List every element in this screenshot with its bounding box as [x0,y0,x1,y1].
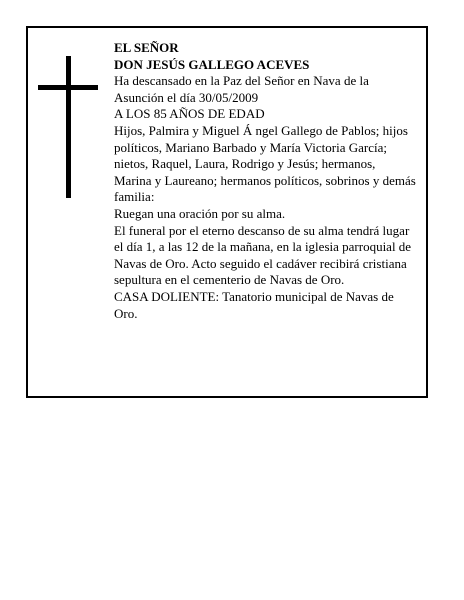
cross-horizontal-bar [38,85,98,90]
age-at-death: A LOS 85 AÑOS DE EDAD [114,106,265,122]
notice-title: EL SEÑOR [114,40,179,55]
cross-vertical-bar [66,56,71,198]
deceased-name: DON JESÚS GALLEGO ACEVES [114,56,310,72]
mourning-house: CASA DOLIENTE: Tanatorio municipal de Navas de Oro. [114,288,394,321]
notice-text [114,40,416,322]
prayer-request: Ruegan una oración por su alma. [114,205,286,221]
cross-icon [38,56,98,198]
obituary-notice [26,26,428,398]
death-announcement: Ha descansado en la Paz del Señor en Nava de la Asunción el día 30/05/2009 [114,73,369,105]
funeral-details: El funeral por el eterno descanso de su alma tendrá lugar el día 1, a las 12 de la mañana, en la iglesia parroquial de Navas de Oro. Acto seguido el cadáver recibirá cristiana sepultura en el cementerio de Navas de Oro. [114,222,412,288]
family-members: Hijos, Palmira y Miguel Á ngel Gallego de Pablos; hijos políticos, Mariano Barbado y María Victoria García; nietos, Raquel, Laura, Rodrigo y Jesús; hermanos, Marina y Laureano; hermanos políticos, sobrinos y demás familia: [114,122,416,205]
